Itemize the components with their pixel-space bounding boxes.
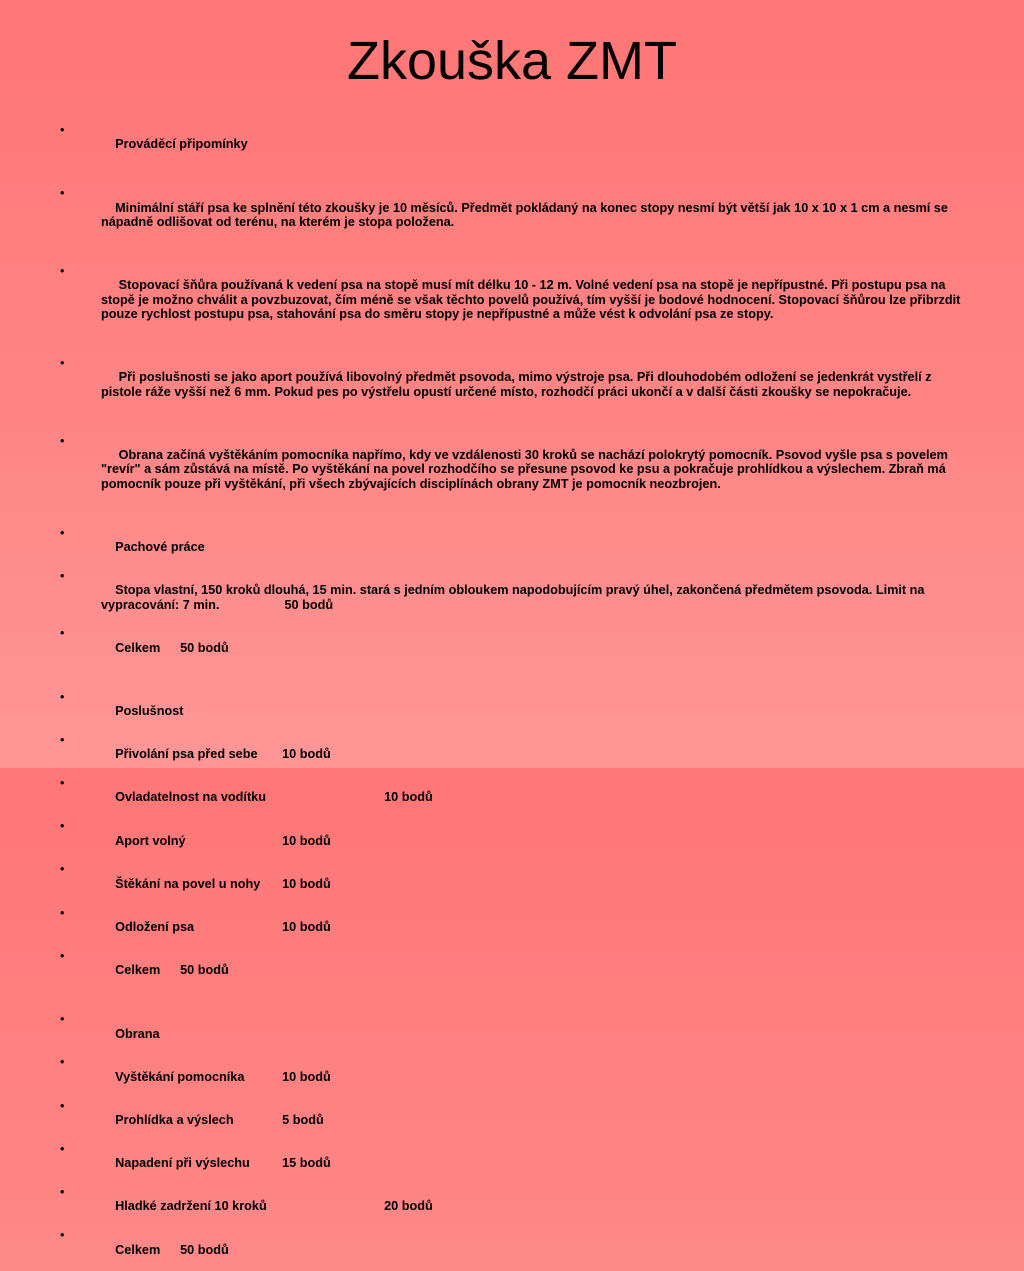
item-label: Celkem bbox=[115, 1242, 161, 1257]
bullet-icon: • bbox=[60, 948, 65, 963]
item-points: 10 bodů bbox=[384, 790, 433, 805]
list-item bbox=[58, 186, 968, 244]
item-label: Přivolání psa před sebe bbox=[115, 747, 258, 762]
item-label: Odložení psa bbox=[115, 920, 195, 935]
bullet-icon: • bbox=[60, 568, 65, 583]
item-points: 50 bodů bbox=[284, 597, 334, 612]
item-points: 50 bodů bbox=[180, 1242, 229, 1257]
item-points: 20 bodů bbox=[384, 1199, 433, 1214]
bullet-icon: • bbox=[60, 862, 65, 877]
bullet-icon: • bbox=[60, 732, 65, 747]
item-points: 15 bodů bbox=[282, 1156, 331, 1171]
list-item bbox=[58, 733, 968, 776]
section-heading: Poslušnost bbox=[115, 704, 184, 718]
item-points: 10 bodů bbox=[282, 920, 331, 935]
list-item bbox=[58, 569, 968, 627]
bullet-icon: • bbox=[60, 263, 65, 278]
item-label: Aport volný bbox=[115, 833, 186, 848]
bullet-icon: • bbox=[60, 776, 65, 791]
list-item bbox=[58, 949, 968, 992]
item-text: Stopa vlastní, 150 kroků dlouhá, 15 min. stará s jedním obloukem napodobujícím pravý úhel, zakončená předmětem psovoda. Limit na vypracování: 7 min. bbox=[101, 583, 929, 612]
bullet-icon: • bbox=[60, 905, 65, 920]
item-label: Celkem bbox=[115, 640, 161, 655]
item-label: Štěkání na povel u nohy bbox=[115, 876, 261, 891]
item-text: Při poslušnosti se jako aport používá libovolný předmět psovoda, mimo výstroje psa. Při dlouhodobém odložení se jedenkrát vystřelí z pistole ráže vyšší než 6 mm. Pokud pes po výstřelu opustí určené místo, rozhodčí práci ukončí a v další části zkoušky se nepokračuje. bbox=[101, 370, 936, 399]
list-item bbox=[58, 1142, 968, 1185]
bullet-icon: • bbox=[60, 1098, 65, 1113]
list-item bbox=[58, 862, 968, 905]
list-item bbox=[58, 819, 968, 862]
bullet-icon: • bbox=[60, 819, 65, 834]
item-points: 10 bodů bbox=[282, 747, 331, 762]
section-heading: Pachové práce bbox=[115, 539, 205, 554]
item-label: Napadení při výslechu bbox=[115, 1156, 250, 1171]
item-text: Prováděcí připomínky bbox=[115, 137, 248, 152]
bullet-list bbox=[58, 123, 968, 1271]
item-text: Obrana začíná vyštěkáním pomocníka napřímo, kdy ve vzdálenosti 30 kroků se nachází polokrytý pomocník. Psovod vyšle psa s povelem "revír" a sám zůstává na místě. Po vyštěkání na povel rozhodčího se přesune psovod ke psu a pokračuje prohlídkou a výslechem. Zbraň má pomocník pouze při vyštěkání, při všech zbývajících disciplínách obrany ZMT je pomocník neozbrojen. bbox=[101, 447, 952, 491]
item-points: 10 bodů bbox=[282, 876, 331, 891]
list-item bbox=[58, 526, 968, 569]
bullet-icon: • bbox=[60, 1141, 65, 1156]
slide-title: Zkouška ZMT bbox=[346, 31, 678, 91]
bullet-icon: • bbox=[60, 355, 65, 370]
item-points: 50 bodů bbox=[180, 963, 229, 978]
bullet-icon: • bbox=[60, 1012, 65, 1027]
bullet-icon: • bbox=[60, 626, 65, 641]
item-label: Hladké zadržení 10 kroků bbox=[115, 1199, 267, 1214]
item-points: 10 bodů bbox=[282, 1069, 331, 1084]
list-item bbox=[58, 1228, 968, 1271]
bullet-icon: • bbox=[60, 1185, 65, 1199]
item-text: Stopovací šňůra používaná k vedení psa na stopě musí mít délku 10 - 12 m. Volné vedení psa na stopě je nepřípustné. Při postupu psa na stopě je možno chválit a povzbuzovat, čím méně se však těchto povelů používá, tím vyšší je bodové hodnocení. Stopovací šňůrou lze přibrzdit pouze rychlost postupu psa, stahování psa do směru stopy je nepřípustné a může vést k odvolání psa ze stopy. bbox=[101, 278, 964, 322]
item-label: Ovladatelnost na vodítku bbox=[115, 790, 266, 805]
bullet-icon: • bbox=[60, 433, 65, 448]
list-item bbox=[58, 1055, 968, 1098]
item-points: 5 bodů bbox=[282, 1112, 324, 1127]
item-label: Celkem bbox=[115, 963, 161, 978]
list-item bbox=[58, 434, 968, 506]
list-item bbox=[58, 123, 968, 166]
list-item bbox=[58, 1099, 968, 1142]
item-points: 50 bodů bbox=[180, 640, 229, 655]
item-text: Minimální stáří psa ke splnění této zkoušky je 10 měsíců. Předmět pokládaný na konec stopy nesmí být větší jak 10 x 10 x 1 cm a nesmí se nápadně odlišovat od terénu, na kterém je stopa položena. bbox=[101, 200, 952, 230]
list-item bbox=[58, 690, 968, 733]
list-item bbox=[58, 626, 968, 669]
section-heading: Obrana bbox=[115, 1026, 160, 1041]
list-item bbox=[58, 906, 968, 949]
list-item bbox=[58, 1012, 968, 1055]
bullet-icon: • bbox=[60, 186, 65, 201]
bullet-icon: • bbox=[60, 689, 65, 704]
list-item bbox=[58, 776, 968, 819]
item-points: 10 bodů bbox=[282, 833, 331, 848]
list-item bbox=[58, 1185, 968, 1228]
bullet-icon: • bbox=[60, 525, 65, 540]
bullet-icon: • bbox=[60, 1055, 65, 1070]
list-item bbox=[58, 356, 968, 414]
list-item bbox=[58, 264, 968, 336]
bullet-icon: • bbox=[60, 1228, 65, 1243]
bullet-icon: • bbox=[60, 123, 65, 137]
item-label: Prohlídka a výslech bbox=[115, 1112, 234, 1127]
item-label: Vyštěkání pomocníka bbox=[115, 1069, 245, 1084]
